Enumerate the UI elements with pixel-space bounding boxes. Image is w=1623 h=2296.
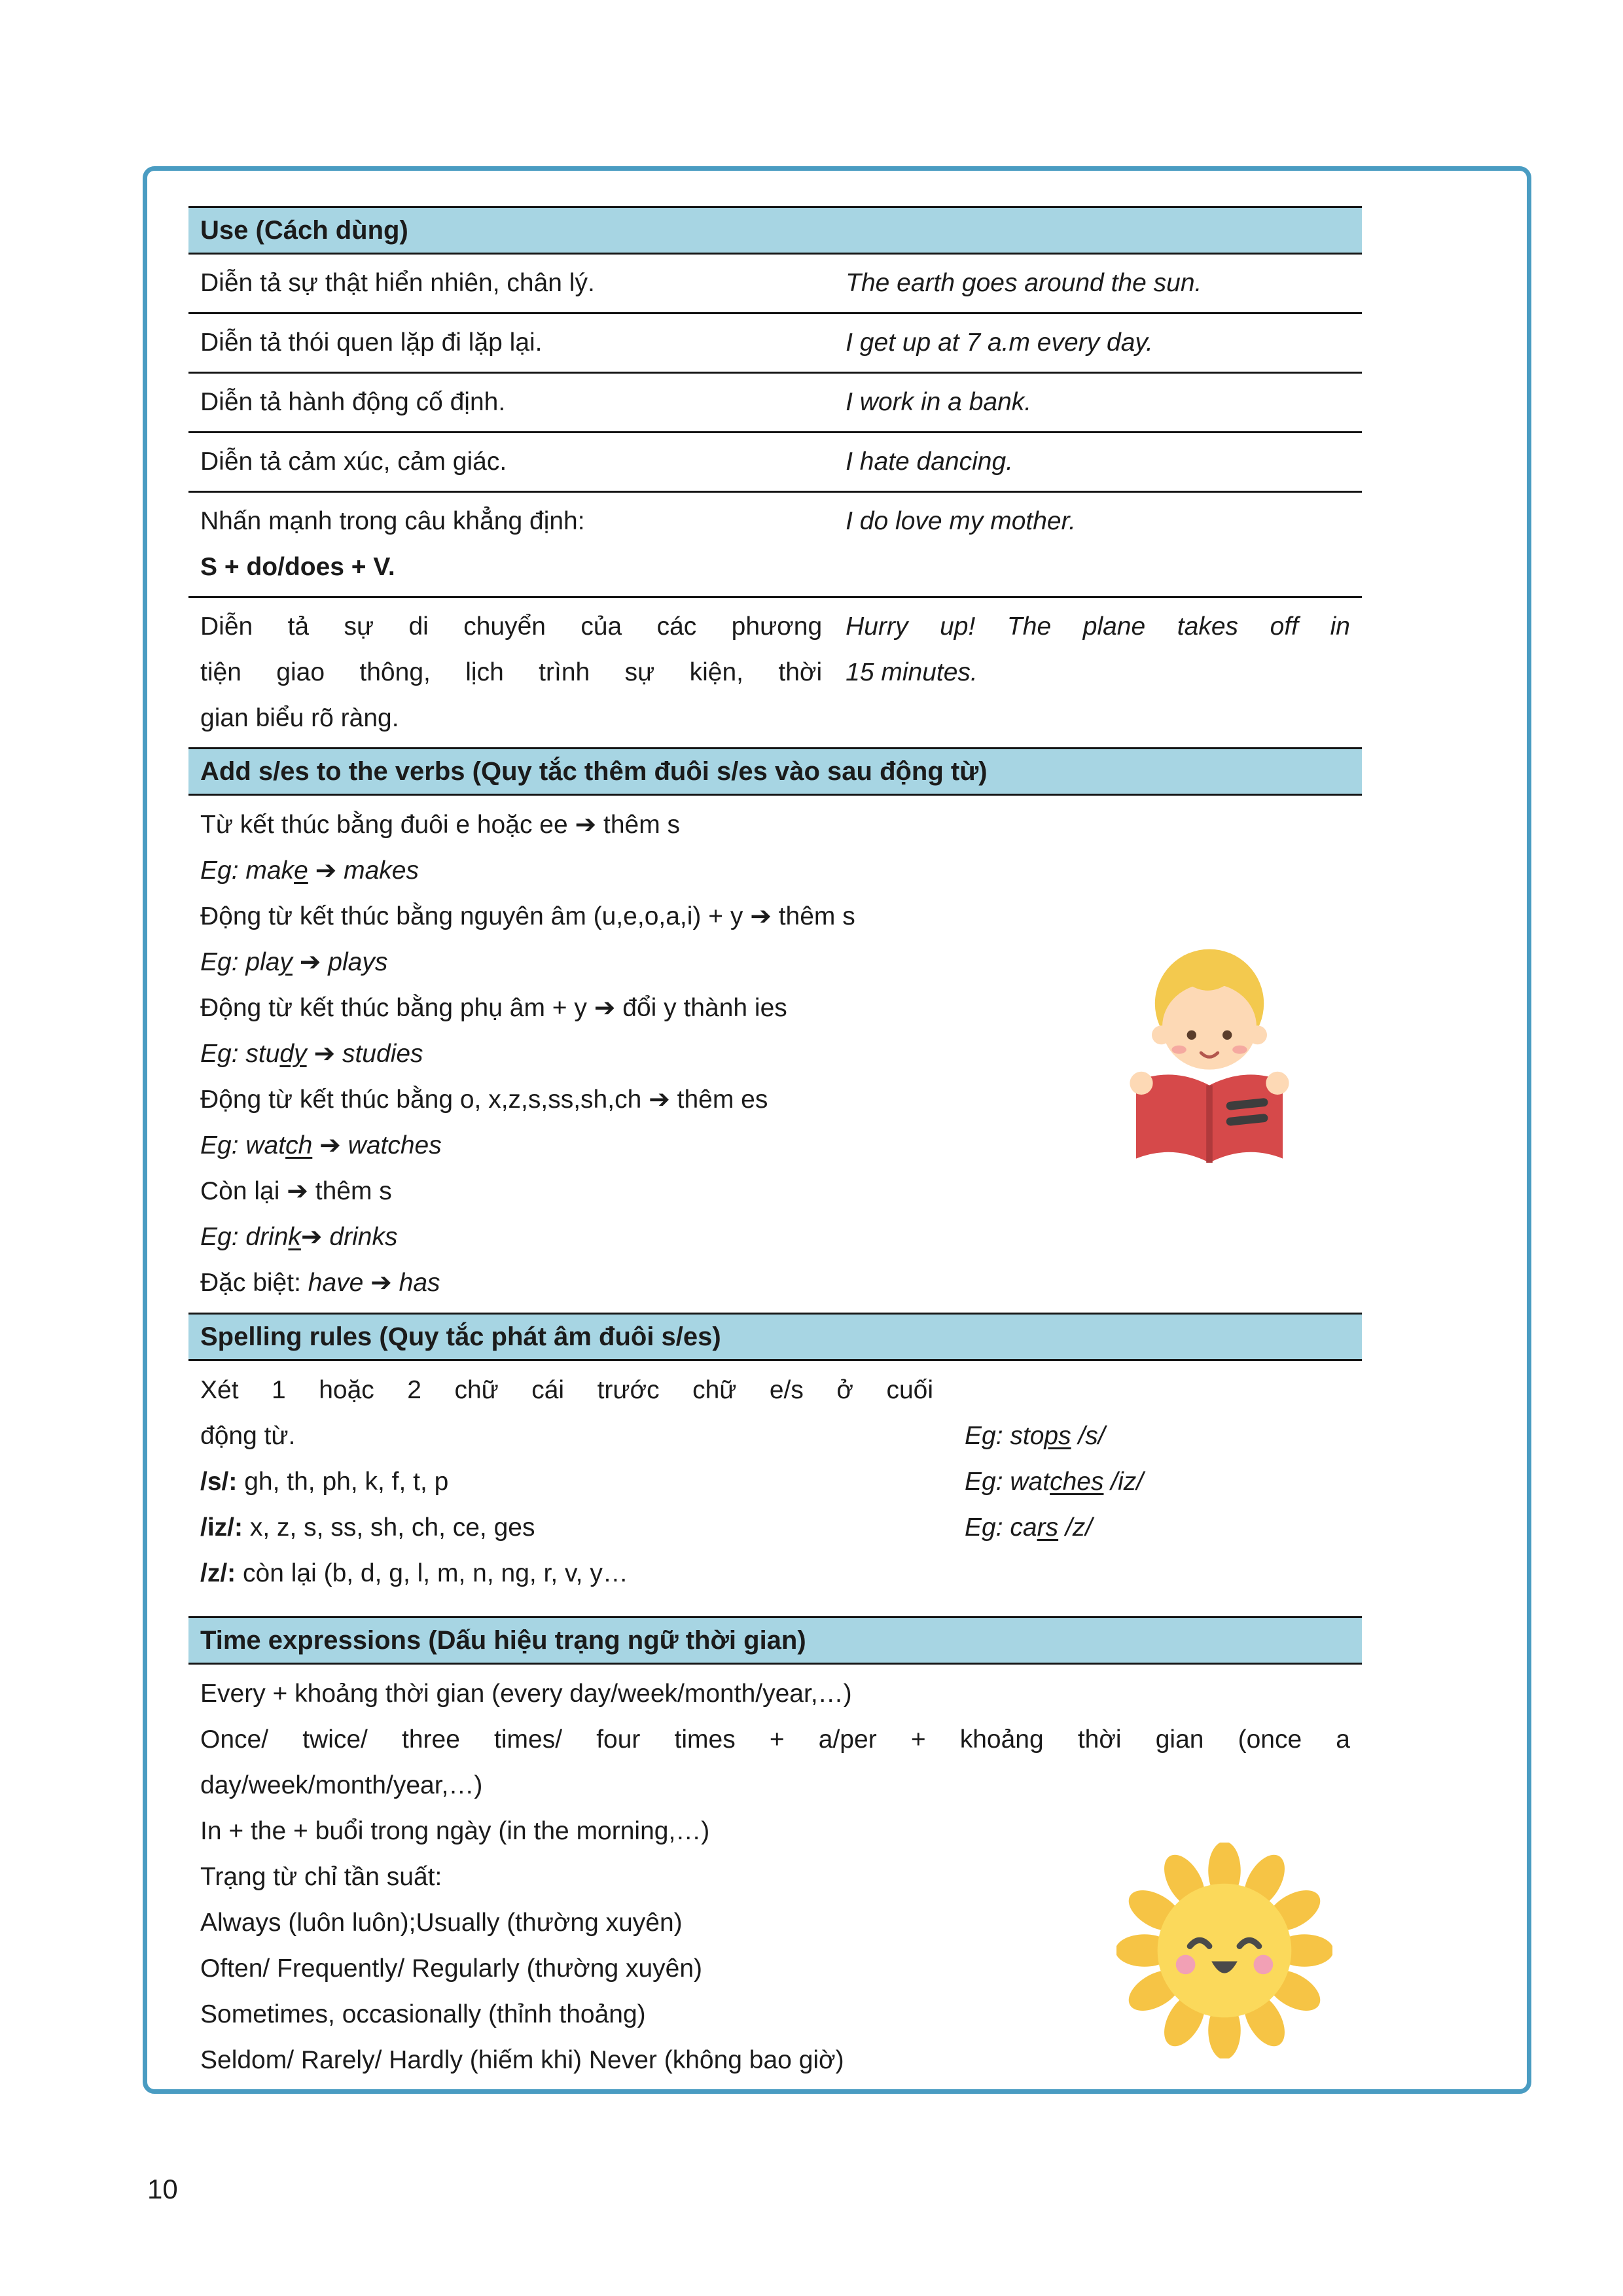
text-segment: Always (luôn luôn);Usually (thường xuyên) [200,1909,683,1937]
text-segment: /z/ [1058,1513,1093,1542]
text-segment: k [288,1223,301,1251]
text-segment: ➔ [319,1131,341,1159]
text-segment: ➔ [300,1223,323,1251]
text-segment: Eg: ca [965,1513,1037,1542]
text-segment: I get up at 7 a.m every day. [846,328,1153,357]
text-line [846,499,1350,544]
text-line [200,439,822,485]
text-segment: Seldom/ Rarely/ Hardly (hiếm khi) Never (không bao giờ) [200,2046,844,2074]
spelling-examples [965,1413,1143,1551]
text-line [200,696,822,741]
text-line [200,848,1350,894]
text-segment: ➔ [750,902,772,930]
page-number: 10 [147,2174,178,2204]
text-segment: has [391,1269,440,1297]
text-segment: Diễn tả cảm xúc, cảm giác. [200,448,507,476]
boy-reading-book-illustration [1105,943,1314,1184]
text-segment: Eg: drin [200,1223,289,1251]
text-line [200,1214,1350,1260]
text-segment: studies [335,1040,423,1068]
content-frame [143,166,1531,2094]
text-segment: Often/ Frequently/ Regularly (thường xuyên) [200,1954,703,1983]
text-segment: động từ. [200,1422,296,1450]
text-segment: /z/: [200,1559,236,1587]
text-segment: Eg: pla [200,948,280,976]
text-segment: day/week/month/year,…) [200,1771,483,1799]
text-segment: e [294,857,308,885]
text-segment: Sometimes, occasionally (thỉnh thoảng) [200,2000,646,2028]
text-segment: ➔ [313,1040,336,1068]
text-line [846,650,1350,696]
text-segment: ps [1044,1422,1071,1450]
text-line [200,604,822,650]
text-segment: Once/ twice/ three times/ four times + a/per + khoảng thời gian (once a [200,1725,1350,1754]
text-segment: /s/ [1071,1422,1105,1450]
text-segment: ➔ [315,857,337,885]
text-segment: I do love my mother. [846,507,1076,535]
table-row [188,598,1362,747]
example-sentence [834,314,1362,372]
spelling-rules-list [200,1368,933,1597]
text-segment: ➔ [649,1086,670,1114]
text-line [200,1671,1350,1717]
text-segment: Eg: sto [965,1422,1044,1450]
table-row [188,493,1362,598]
text-line: /s/: gh, th, ph, k, f, t, p [200,1468,449,1496]
text-segment: Hurry up! The plane takes off in [846,612,1350,641]
text-segment: 15 minutes. [846,658,978,686]
table-row [188,314,1362,374]
text-line [200,260,822,306]
section-header-use: Use (Cách dùng) [188,206,1362,255]
text-segment: drinks [322,1223,398,1251]
text-segment: ➔ [594,994,616,1022]
text-segment [307,1040,314,1068]
table-row [188,433,1362,493]
text-line [846,380,1350,425]
text-line [965,1505,1143,1551]
text-segment: Nhấn mạnh trong câu khẳng định: [200,507,585,535]
text-segment: Eg: stu [200,1040,280,1068]
text-segment: rs [1037,1513,1059,1542]
text-line [200,544,822,590]
text-segment: Trạng từ chỉ tần suất: [200,1863,442,1891]
example-sentence [834,598,1362,701]
text-segment: /iz/ [1103,1468,1144,1496]
text-segment: ➔ [287,1177,308,1205]
text-line [200,650,822,696]
text-line: Đặc biệt: have ➔ has [200,1269,440,1297]
text-segment: makes [336,857,419,885]
example-sentence [834,493,1362,550]
text-segment: ➔ [575,811,597,839]
text-segment: I hate dancing. [846,448,1014,476]
text-segment: ches [1050,1468,1104,1496]
text-segment: ➔ [299,948,321,976]
text-segment: In + the + buổi trong ngày (in the morning,…) [200,1817,710,1845]
text-segment: ch [285,1131,313,1159]
text-segment [312,1131,319,1159]
text-line [846,439,1350,485]
spelling-rules [188,1361,1362,1616]
usage-description [188,598,834,747]
text-line: /z/: còn lại (b, d, g, l, m, n, ng, r, v, y… [200,1559,628,1587]
text-line [200,1763,1350,1809]
text-segment: Diễn tả hành động cố định. [200,388,506,416]
text-segment: Diễn tả sự thật hiển nhiên, chân lý. [200,269,595,297]
text-segment [308,857,315,885]
text-line: /iz/: x, z, s, ss, sh, ch, ce, ges [200,1513,535,1542]
text-line [200,1717,1350,1763]
text-segment [293,948,300,976]
text-segment: Diễn tả thói quen lặp đi lặp lại. [200,328,543,357]
text-line: Từ kết thúc bằng đuôi e hoặc ee ➔ thêm s [200,811,681,839]
text-segment: Eg: wat [200,1131,286,1159]
table-row [188,374,1362,433]
text-segment: Eg: mak [200,857,294,885]
text-segment: plays [321,948,388,976]
example-sentence [834,433,1362,491]
text-segment: dy [279,1040,307,1068]
usage-description [188,493,834,596]
text-segment: Xét 1 hoặc 2 chữ cái trước chữ e/s ở cuối [200,1376,933,1404]
text-segment: /s/: [200,1468,238,1496]
text-line [846,320,1350,366]
text-segment: S + do/does + V. [200,553,395,581]
section-header-spelling: Spelling rules (Quy tắc phát âm đuôi s/es) [188,1313,1362,1361]
usage-description [188,433,834,491]
text-line [965,1413,1143,1459]
text-line: Động từ kết thúc bằng phụ âm + y ➔ đổi y thành ies [200,994,787,1022]
text-segment: have [308,1269,371,1297]
usage-description [188,255,834,312]
text-line [200,380,822,425]
text-segment: Eg: wat [965,1468,1050,1496]
text-line: Còn lại ➔ thêm s [200,1177,392,1205]
example-sentence [834,374,1362,431]
usage-description [188,314,834,372]
text-line: Động từ kết thúc bằng o, x,z,s,ss,sh,ch ➔ thêm es [200,1086,768,1114]
text-segment: gian biểu rõ ràng. [200,704,399,732]
use-table [188,255,1362,747]
text-line [846,604,1350,650]
text-segment: tiện giao thông, lịch trình sự kiện, thời [200,658,823,686]
text-line [200,499,822,544]
text-line [200,1413,933,1459]
text-segment: y [279,948,293,976]
text-segment: Every + khoảng thời gian (every day/week/month/year,…) [200,1680,852,1708]
text-segment: ➔ [370,1269,392,1297]
section-header-time-expressions: Time expressions (Dấu hiệu trạng ngữ thời gian) [188,1616,1362,1665]
smiling-sun-illustration [1116,1843,1332,2058]
text-line [200,320,822,366]
text-segment: I work in a bank. [846,388,1032,416]
text-segment: /iz/: [200,1513,243,1542]
text-segment: Diễn tả sự di chuyển của các phương [200,612,823,641]
section-header-add-s-es: Add s/es to the verbs (Quy tắc thêm đuôi s/es vào sau động từ) [188,747,1362,796]
text-line [200,1368,933,1413]
text-line [965,1459,1143,1505]
table-row [188,255,1362,314]
text-line: Động từ kết thúc bằng nguyên âm (u,e,o,a,i) + y ➔ thêm s [200,902,855,930]
text-segment: The earth goes around the sun. [846,269,1202,297]
usage-description [188,374,834,431]
text-line [846,260,1350,306]
text-segment: watches [340,1131,442,1159]
example-sentence [834,255,1362,312]
